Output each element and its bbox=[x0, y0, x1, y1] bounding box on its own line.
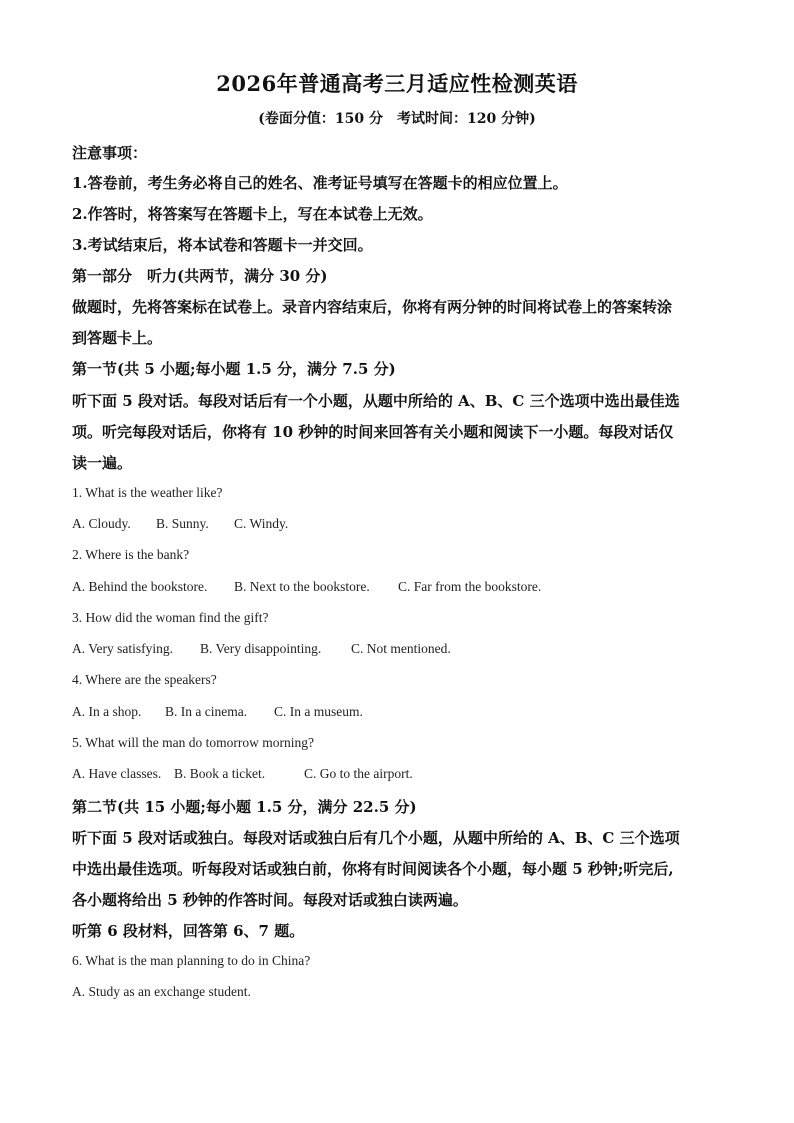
part1-instruction: 做题时，先将答案标在试卷上。录音内容结束后，你将有两分钟的时间将试卷上的答案转涂 bbox=[72, 298, 673, 316]
question-5-options bbox=[72, 766, 413, 782]
question-5: 5. What will the man do tomorrow morning? bbox=[72, 735, 314, 750]
question-2-options bbox=[72, 579, 541, 595]
question-6: 6. What is the man planning to do in China? bbox=[72, 953, 311, 968]
option-a[interactable]: A. Have classes. bbox=[72, 766, 162, 781]
option-a[interactable]: A. Behind the bookstore. bbox=[72, 579, 208, 594]
option-c[interactable]: C. Far from the bookstore. bbox=[398, 579, 542, 594]
section1-instruction: 项。听完每段对话后，你将有 10 秒钟的时间来回答有关小题和阅读下一小题。每段对话仅 bbox=[72, 423, 674, 441]
question-3: 3. How did the woman find the gift? bbox=[72, 610, 269, 625]
option-a[interactable]: A. Study as an exchange student. bbox=[72, 984, 251, 999]
question-4-options bbox=[72, 704, 363, 720]
notes-heading: 注意事项： bbox=[72, 144, 148, 162]
option-a[interactable]: A. Very satisfying. bbox=[72, 641, 173, 656]
section2-instruction: 中选出最佳选项。听每段对话或独白前，你将有时间阅读各个小题，每小题 5 秒钟;听完后, bbox=[72, 860, 674, 878]
note-item: 1.答卷前，考生务必将自己的姓名、准考证号填写在答题卡的相应位置上。 bbox=[72, 174, 568, 192]
question-2: 2. Where is the bank? bbox=[72, 547, 190, 562]
exam-title: 2026年普通高考三月适应性检测英语 bbox=[216, 71, 578, 96]
option-c[interactable]: C. Windy. bbox=[234, 516, 289, 531]
material-heading: 听第 6 段材料，回答第 6、7 题。 bbox=[72, 922, 305, 940]
option-b[interactable]: B. In a cinema. bbox=[165, 704, 248, 719]
section2-instruction: 各小题将给出 5 秒钟的作答时间。每段对话或独白读两遍。 bbox=[72, 891, 468, 909]
section1-heading: 第一节(共 5 小题;每小题 1.5 分，满分 7.5 分) bbox=[72, 360, 396, 378]
option-b[interactable]: B. Next to the bookstore. bbox=[234, 579, 370, 594]
option-c[interactable]: C. Go to the airport. bbox=[304, 766, 413, 781]
option-b[interactable]: B. Book a ticket. bbox=[174, 766, 266, 781]
question-1: 1. What is the weather like? bbox=[72, 485, 223, 500]
question-1-options bbox=[72, 516, 288, 532]
option-a[interactable]: A. Cloudy. bbox=[72, 516, 131, 531]
question-3-options bbox=[72, 641, 451, 657]
part1-heading: 第一部分 听力(共两节，满分 30 分) bbox=[72, 267, 328, 285]
section1-instruction: 听下面 5 段对话。每段对话后有一个小题，从题中所给的 A、B、C 三个选项中选出最佳选 bbox=[72, 392, 680, 410]
section2-instruction: 听下面 5 段对话或独白。每段对话或独白后有几个小题，从题中所给的 A、B、C 三个选项 bbox=[72, 829, 680, 847]
section1-instruction: 读一遍。 bbox=[72, 454, 133, 472]
section2-heading: 第二节(共 15 小题;每小题 1.5 分，满分 22.5 分) bbox=[72, 798, 417, 816]
option-c[interactable]: C. Not mentioned. bbox=[351, 641, 451, 656]
question-4: 4. Where are the speakers? bbox=[72, 672, 217, 687]
option-c[interactable]: C. In a museum. bbox=[274, 704, 363, 719]
note-item: 2.作答时，将答案写在答题卡上，写在本试卷上无效。 bbox=[72, 205, 433, 223]
question-6-options bbox=[72, 984, 251, 1000]
part1-instruction: 到答题卡上。 bbox=[72, 329, 163, 347]
option-a[interactable]: A. In a shop. bbox=[72, 704, 142, 719]
exam-subtitle: (卷面分值：150 分 考试时间：120 分钟) bbox=[258, 111, 536, 127]
option-b[interactable]: B. Very disappointing. bbox=[200, 641, 322, 656]
option-b[interactable]: B. Sunny. bbox=[156, 516, 209, 531]
note-item: 3.考试结束后，将本试卷和答题卡一并交回。 bbox=[72, 236, 373, 254]
